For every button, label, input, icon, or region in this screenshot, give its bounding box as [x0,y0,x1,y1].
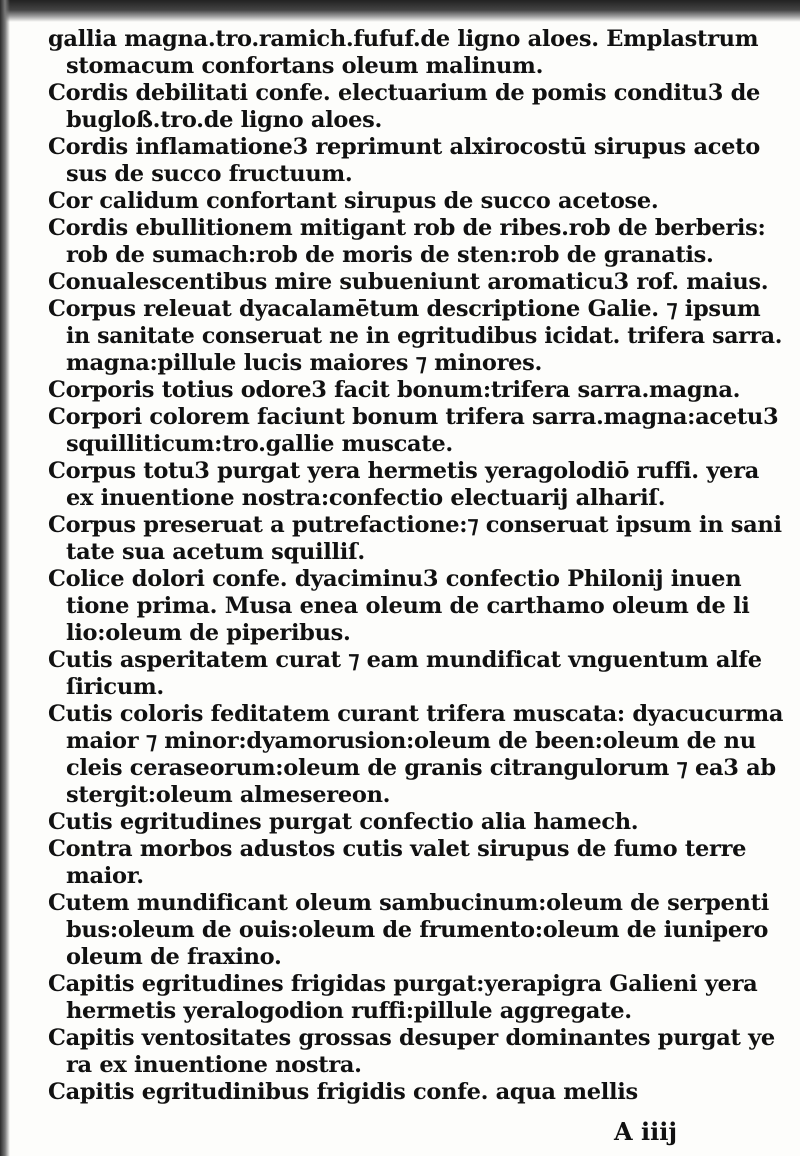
text-entry [48,809,783,836]
entry-first-line: Colice dolori confe. dyaciminu3 confectio Philonij inuen [48,566,742,592]
entry-first-line: Corpus totu3 purgat yera hermetis yeragolodiō ruffi. yera [48,458,759,484]
entry-first-line: Corpus preseruat a putrefactione:⁊ conseruat ipsum in sani [48,512,782,538]
entry-first-line: Capitis ventositates grossas desuper dominantes purgat ye [48,1025,775,1051]
page-top-edge-shadow [0,0,800,22]
text-entry [48,1025,783,1079]
entry-continuation-line: tate sua acetum squilliſ. [66,539,365,565]
entry-first-line: Corporis totius odore3 facit bonum:trifera sarra.magna. [48,377,741,403]
text-entry [48,26,783,80]
entry-continuation-line: bugloß.tro.de ligno aloes. [66,107,383,133]
entry-first-line: Cutis coloris feditatem curant trifera muscata: dyacucurma [48,701,783,727]
text-entry [48,458,783,512]
text-entry [48,566,783,647]
entry-first-line: Cutis asperitatem curat ⁊ eam mundificat vnguentum alfe [48,647,762,673]
entry-continuation-line: rob de sumach:rob de moris de sten:rob de granatis. [66,242,714,268]
entry-first-line: Cordis inflamatione3 reprimunt alxirocostū sirupus aceto [48,134,760,160]
text-entry [48,215,783,269]
entry-first-line: Conualescentibus mire subueniunt aromaticu3 rof. maius. [48,269,769,295]
text-entry [48,971,783,1025]
entry-continuation-line: oleum de fraxino. [66,944,282,970]
entry-first-line: Corpori colorem faciunt bonum trifera sarra.magna:acetu3 [48,404,779,430]
entry-first-line: Contra morbos adustos cutis valet sirupus de fumo terre [48,836,747,862]
entry-continuation-line: ra ex inuentione nostra. [66,1052,362,1078]
entry-first-line: Cordis ebullitionem mitigant rob de ribes.rob de berberis: [48,215,766,241]
entry-continuation-line: tione prima. Musa enea oleum de carthamo oleum de li [66,593,750,619]
entry-first-line: Cutem mundificant oleum sambucinum:oleum de serpenti [48,890,769,916]
text-entry [48,188,783,215]
text-entry [48,890,783,971]
entry-continuation-line: ſiricum. [66,674,164,700]
entry-first-line: Cor calidum confortant sirupus de succo acetose. [48,188,659,214]
entry-first-line: Cordis debilitati confe. electuarium de pomis conditu3 de [48,80,761,106]
text-entry [48,647,783,701]
entry-continuation-line: stergit:oleum almesereon. [66,782,391,808]
page-footer [600,1116,760,1148]
text-entry [48,512,783,566]
entry-continuation-line: cleis ceraseorum:oleum de granis citrangulorum ⁊ ea3 ab [66,755,776,781]
entry-continuation-line: lio:oleum de piperibus. [66,620,351,646]
entry-continuation-line: maior ⁊ minor:dyamorusion:oleum de been:oleum de nu [66,728,756,754]
entry-first-line: gallia magna.tro.ramich.fufuf.de ligno aloes. Emplastrum [48,26,759,52]
entry-first-line: Capitis egritudines frigidas purgat:yerapigra Galieni yera [48,971,758,997]
entry-continuation-line: squilliticum:tro.gallie muscate. [66,431,453,457]
page-left-edge-shadow [0,0,10,1156]
entry-first-line: Capitis egritudinibus frigidis confe. aqua mellis [48,1079,638,1105]
text-block [48,26,783,1106]
entry-continuation-line: stomacum confortans oleum malinum. [66,53,544,79]
entry-first-line: Cutis egritudines purgat confectio alia hamech. [48,809,639,835]
entry-continuation-line: hermetis yeralogodion ruffi:pillule aggregate. [66,998,632,1024]
entry-first-line: Corpus releuat dyacalamētum descriptione Galie. ⁊ ipsum [48,296,761,322]
text-entry [48,296,783,377]
entry-continuation-line: maior. [66,863,144,889]
text-entry [48,836,783,890]
entry-continuation-line: sus de succo fructuum. [66,161,353,187]
text-entry [48,80,783,134]
entry-continuation-line: bus:oleum de ouis:oleum de frumento:oleum de iunipero [66,917,769,943]
entry-continuation-line: ex inuentione nostra:confectio electuarij alhariſ. [66,485,666,511]
signature-mark: A iiij [614,1117,678,1146]
text-entry [48,377,783,404]
text-entry [48,404,783,458]
text-entry [48,134,783,188]
text-entry [48,269,783,296]
text-entry [48,701,783,809]
text-entry [48,1079,783,1106]
entry-continuation-line: in sanitate conseruat ne in egritudibus icidat. trifera sarra. [66,323,783,349]
entry-continuation-line: magna:pillule lucis maiores ⁊ minores. [66,350,543,376]
